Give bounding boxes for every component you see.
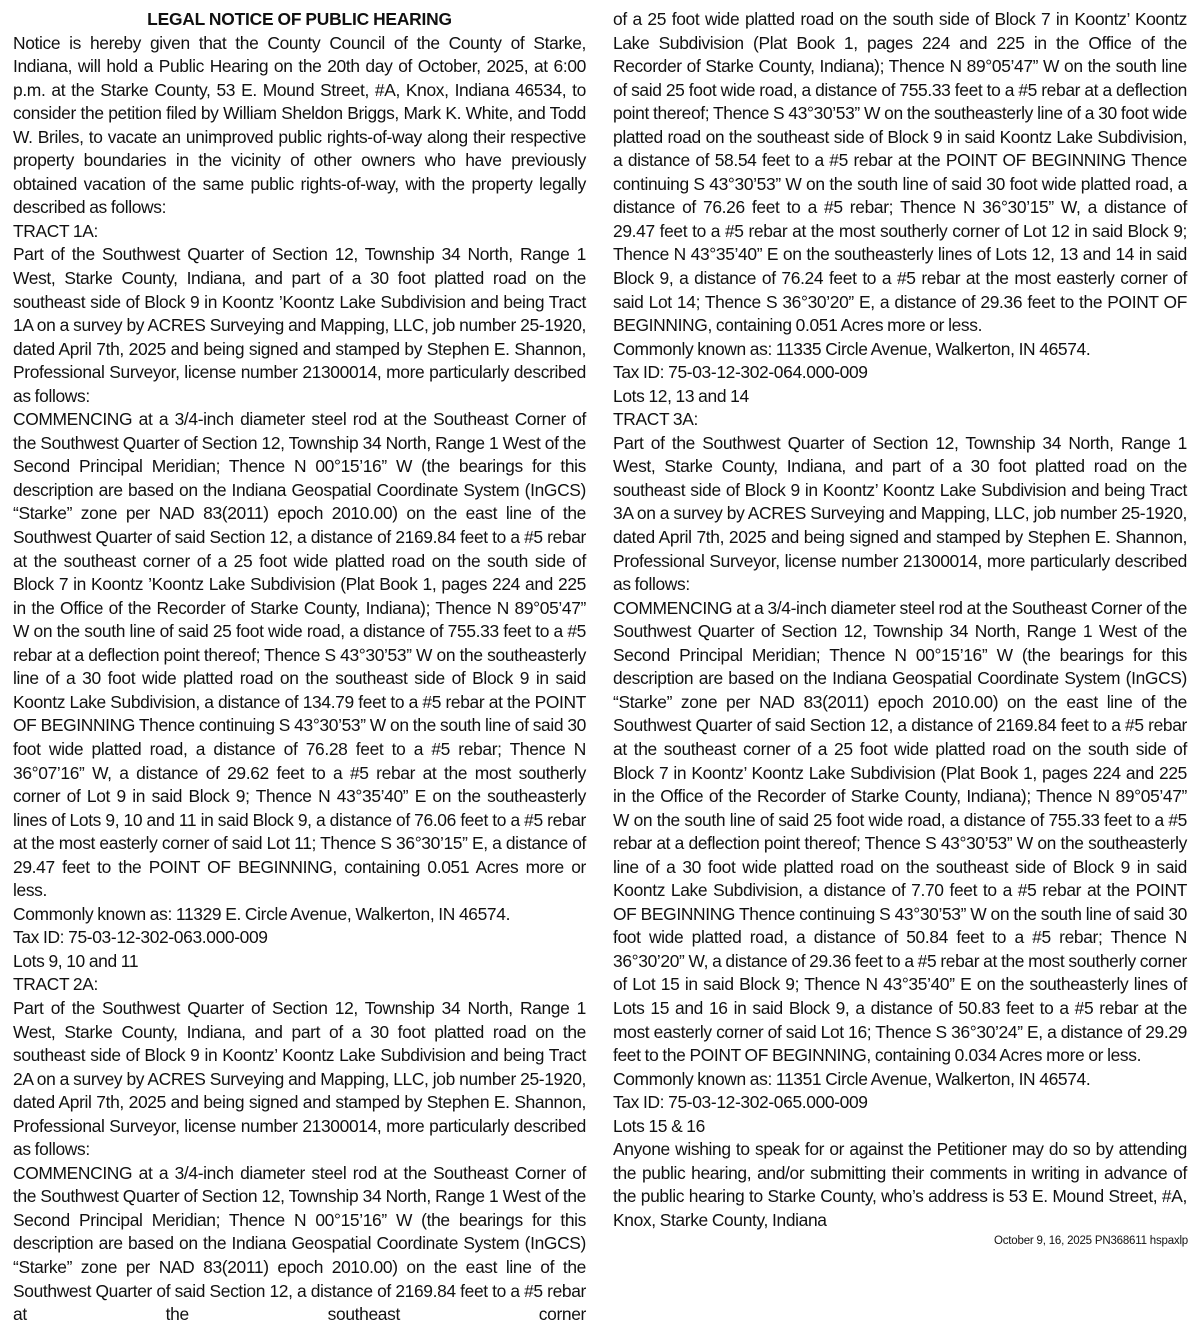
tract-1a-tax-id: Tax ID: 75-03-12-302-063.000-009 — [13, 927, 268, 948]
tract-2a-commencing-part1: COMMENCING at a 3/4-inch diameter steel rod at the Southeast Corner of the Southwest Quarter of Section 12, Township 34 North, Range 1 West of the Second Principal Meridian; Thence N 00°15’16” W (the bearings for this description are based on the Indiana Geospatial Coordinate System (InGCS) “Starke” zone per NAD 83(2011) epoch 2010.00) on the east line of the Southwest Quarter of said Section 12, a distance of 2169.84 feet to a #5 rebar at the southeast corner — [13, 1162, 586, 1325]
tract-3a-commencing: COMMENCING at a 3/4-inch diameter steel rod at the Southeast Corner of the Southwest Quarter of Section 12, Township 34 North, Range 1 West of the Second Principal Meridian; Thence N 00°15’16” W (the bearings for this description are based on the Indiana Geospatial Coordinate System (InGCS) “Starke” zone per NAD 83(2011) epoch 2010.00) on the east line of the Southwest Quarter of said Section 12, a distance of 2169.84 feet to a #5 rebar at the southeast corner of a 25 foot wide platted road on the south side of Block 7 in Koontz’ Koontz Lake Subdivision (Plat Book 1, pages 224 and 225 in the Office of the Recorder of Starke County, Indiana); Thence N 89°05’47” W on the south line of said 25 foot wide road, a distance of 755.33 feet to a #5 rebar at a deflection point thereof; Thence S 43°30’53” W on the southeasterly line of a 30 foot wide platted road on the southeast side of Block 9 in said Koontz Lake Subdivision, a distance of 7.70 feet to a #5 rebar at the POINT OF BEGINNING Thence continuing S 43°30’53” W on the south line of said 30 foot wide platted road, a distance of 50.84 feet to a #5 rebar; Thence N 36°30’20” W, a distance of 29.36 feet to a #5 rebar at the most southerly corner of Lot 15 in said Block 9; Thence N 43°35’40” E on the southeasterly lines of Lots 15 and 16 in said Block 9, a distance of 50.83 feet to a #5 rebar at the most easterly corner of said Lot 16; Thence S 36°30’24” E, a distance of 29.29 feet to the POINT OF BEGINNING, containing 0.034 Acres more or less. — [613, 597, 1187, 1066]
tract-1a-commencing: COMMENCING at a 3/4-inch diameter steel rod at the Southeast Corner of the Southwest Quarter of Section 12, Township 34 North, Range 1 West of the Second Principal Meridian; Thence N 00°15’16” W (the bearings for this description are based on the Indiana Geospatial Coordinate System (InGCS) “Starke” zone per NAD 83(2011) epoch 2010.00) on the east line of the Southwest Quarter of said Section 12, a distance of 2169.84 feet to a #5 rebar at the southeast corner of a 25 foot wide platted road on the south side of Block 7 in Koontz ’Koontz Lake Subdivision (Plat Book 1, pages 224 and 225 in the Office of the Recorder of Starke County, Indiana); Thence N 89°05’47” W on the south line of said 25 foot wide road, a distance of 755.33 feet to a #5 rebar at a deflection point thereof; Thence S 43°30’53” W on the southeasterly line of a 30 foot wide platted road on the southeast side of Block 9 in said Koontz Lake Subdivision, a distance of 134.79 feet to a #5 rebar at the POINT OF BEGINNING Thence continuing S 43°30’53” W on the south line of said 30 foot wide platted road, a distance of 76.28 feet to a #5 rebar; Thence N 36°07’16” W, a distance of 29.62 feet to a #5 rebar at the most southerly corner of Lot 9 in said Block 9; Thence N 43°35’40” E on the southeasterly lines of Lots 9, 10 and 11 in said Block 9, a distance of 76.06 feet to a #5 rebar at the most easterly corner of said Lot 11; Thence S 36°30’15” E, a distance of 29.47 feet to the POINT OF BEGINNING, containing 0.051 Acres more or less. — [13, 409, 586, 901]
tract-3a-tax-id: Tax ID: 75-03-12-302-065.000-009 — [613, 1092, 868, 1113]
tract-2a-description: Part of the Southwest Quarter of Section 12, Township 34 North, Range 1 West, Starke County, Indiana, and part of a 30 foot platted road on the southeast side of Block 9 in Koontz’ Koontz Lake Subdivision and being Tract 2A on a survey by ACRES Surveying and Mapping, LLC, job number 25-1920, dated April 7th, 2025 and being signed and stamped by Stephen E. Shannon, Professional Surveyor, license number 21300014, more particularly described as follows: — [13, 997, 586, 1160]
publication-footer: October 9, 16, 2025 PN368611 hspaxlp — [994, 1235, 1188, 1247]
tract-1a-heading: TRACT 1A: — [13, 220, 98, 241]
tract-3a-description: Part of the Southwest Quarter of Section 12, Township 34 North, Range 1 West, Starke County, Indiana, and part of a 30 foot platted road on the southeast side of Block 9 in Koontz’ Koontz Lake Subdivision and being Tract 3A on a survey by ACRES Surveying and Mapping, LLC, job number 25-1920, dated April 7th, 2025 and being signed and stamped by Stephen E. Shannon, Professional Surveyor, license number 21300014, more particularly described as follows: — [613, 432, 1187, 595]
tract-2a-tax-id: Tax ID: 75-03-12-302-064.000-009 — [613, 362, 868, 383]
tract-1a-lots: Lots 9, 10 and 11 — [13, 950, 139, 971]
tract-3a-known-as: Commonly known as: 11351 Circle Avenue, Walkerton, IN 46574. — [613, 1068, 1091, 1089]
tract-2a-heading: TRACT 2A: — [13, 974, 98, 995]
tract-3a-lots: Lots 15 & 16 — [613, 1115, 705, 1136]
intro-paragraph: Notice is hereby given that the County Council of the County of Starke, Indiana, will hold a Public Hearing on the 20th day of October, 2025, at 6:00 p.m. at the Starke County, 53 E. Mound Street, #A, Knox, Indiana 46534, to consider the petition filed by William Sheldon Briggs, Mark K. White, and Todd W. Briles, to vacate an unimproved public rights-of-way along their respective property boundaries in the vicinity of other owners who have previously obtained vacation of the same public rights-of-way, with the property legally described as follows: — [13, 32, 586, 218]
tract-2a-commencing-part2: of a 25 foot wide platted road on the south side of Block 7 in Koontz’ Koontz Lake Subdivision (Plat Book 1, pages 224 and 225 in the Office of the Recorder of Starke County, Indiana); Thence N 89°05’47” W on the south line of said 25 foot wide road, a distance of 755.33 feet to a #5 rebar at a deflection point thereof; Thence S 43°30’53” W on the southeasterly line of a 30 foot wide platted road on the southeast side of Block 9 in said Koontz Lake Subdivision, a distance of 58.54 feet to a #5 rebar at the POINT OF BEGINNING Thence continuing S 43°30’53” W on the south line of said 30 foot wide platted road, a distance of 76.26 feet to a #5 rebar; Thence N 36°30’15” W, a distance of 29.47 feet to a #5 rebar at the most southerly corner of Lot 12 in said Block 9; Thence N 43°35’40” E on the southeasterly lines of Lots 12, 13 and 14 in said Block 9, a distance of 76.24 feet to a #5 rebar at the most easterly corner of said Lot 14; Thence S 36°30’20” E, a distance of 29.36 feet to the POINT OF BEGINNING, containing 0.051 Acres more or less. — [613, 9, 1187, 336]
notice-title: LEGAL NOTICE OF PUBLIC HEARING — [147, 9, 452, 29]
right-column — [613, 8, 1187, 1232]
tract-1a-description: Part of the Southwest Quarter of Section 12, Township 34 North, Range 1 West, Starke County, Indiana, and part of a 30 foot platted road on the southeast side of Block 9 in Koontz ’Koontz Lake Subdivision and being Tract 1A on a survey by ACRES Surveying and Mapping, LLC, job number 25-1920, dated April 7th, 2025 and being signed and stamped by Stephen E. Shannon, Professional Surveyor, license number 21300014, more particularly described as follows: — [13, 244, 586, 406]
tract-2a-lots: Lots 12, 13 and 14 — [613, 385, 749, 406]
tract-1a-known-as: Commonly known as: 11329 E. Circle Avenue, Walkerton, IN 46574. — [13, 903, 511, 924]
closing-paragraph: Anyone wishing to speak for or against the Petitioner may do so by attending the public hearing, and/or submitting their comments in writing in advance of the public hearing to Starke County, who’s address is 53 E. Mound Street, #A, Knox, Starke County, Indiana — [613, 1139, 1187, 1230]
left-column — [13, 8, 586, 1327]
tract-3a-heading: TRACT 3A: — [613, 409, 698, 430]
tract-2a-known-as: Commonly known as: 11335 Circle Avenue, Walkerton, IN 46574. — [613, 338, 1091, 359]
